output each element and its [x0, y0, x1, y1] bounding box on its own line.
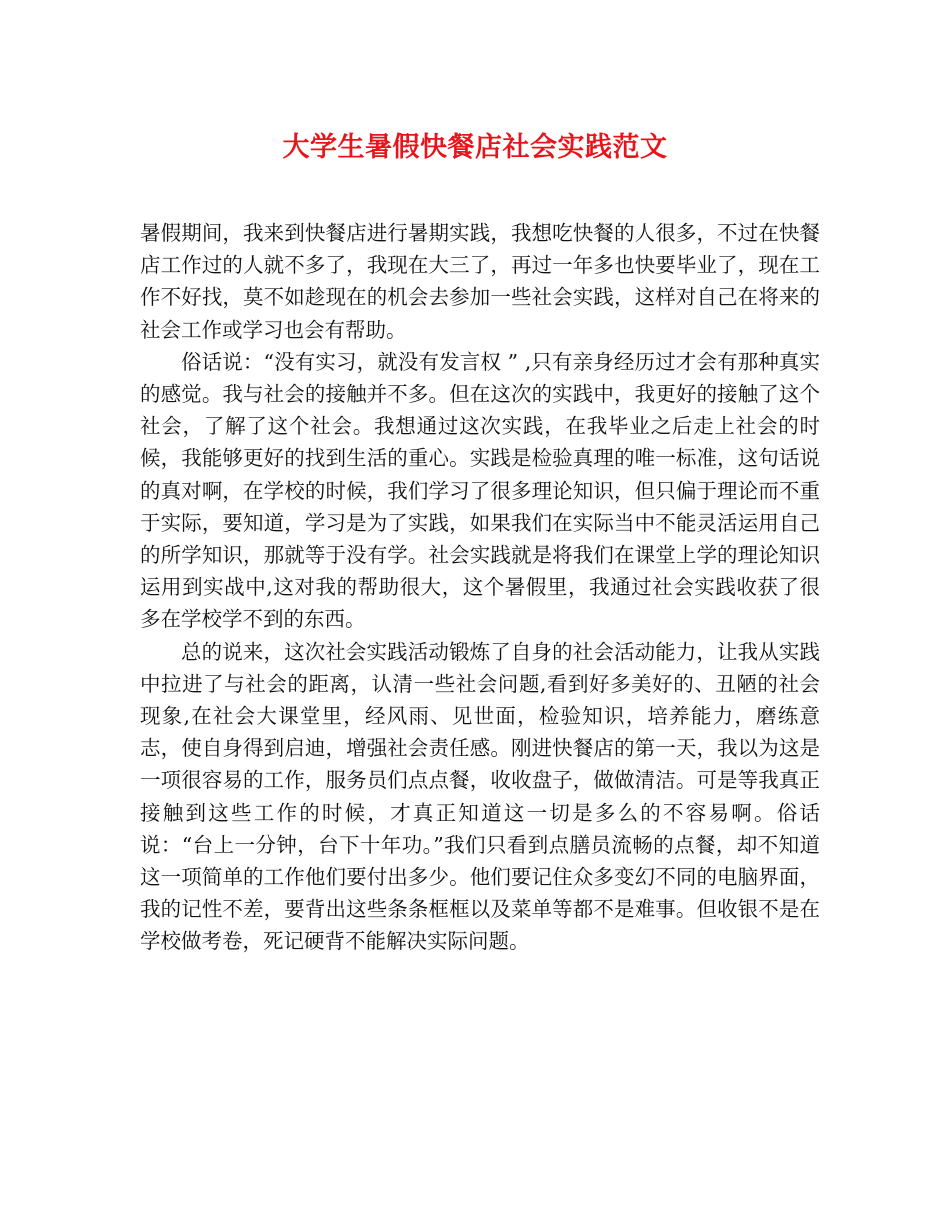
paragraph-intro: 暑假期间，我来到快餐店进行暑期实践，我想吃快餐的人很多，不过在快餐店工作过的人就不多了，我现在大三了，再过一年多也快要毕业了，现在工作不好找，莫不如趁现在的机会去参加一些社会实践，这样对自己在将来的社会工作或学习也会有帮助。	[140, 221, 820, 342]
document-body	[140, 217, 820, 958]
paragraph-summary: 总的说来，这次社会实践活动锻炼了自身的社会活动能力，让我从实践中拉进了与社会的距离，认清一些社会问题,看到好多美好的、丑陋的社会现象,在社会大课堂里，经风雨、见世面，检验知识，培养能力，磨练意志，使自身得到启迪，增强社会责任感。刚进快餐店的第一天，我以为这是一项很容易的工作，服务员们点点餐，收收盘子，做做清洁。可是等我真正接触到这些工作的时候，才真正知道这一切是多么的不容易啊。俗话说：“台上一分钟，台下十年功。”我们只看到点膳员流畅的点餐，却不知道这一项简单的工作他们要付出多少。他们要记住众多变幻不同的电脑界面，我的记性不差，要背出这些条条框框以及菜单等都不是难事。但收银不是在学校做考卷，死记硬背不能解决实际问题。	[140, 639, 820, 954]
paragraph-saying: 俗话说：“没有实习，就没有发言权 ” ,只有亲身经历过才会有那种真实的感觉。我与社会的接触并不多。但在这次的实践中，我更好的接触了这个社会，了解了这个社会。我想通过这次实践，在我毕业之后走上社会的时候，我能够更好的找到生活的重心。实践是检验真理的唯一标准，这句话说的真对啊，在学校的时候，我们学习了很多理论知识，但只偏于理论而不重于实际，要知道，学习是为了实践，如果我们在实际当中不能灵活运用自己的所学知识，那就等于没有学。社会实践就是将我们在课堂上学的理论知识运用到实战中,这对我的帮助很大，这个暑假里，我通过社会实践收获了很多在学校学不到的东西。	[140, 349, 820, 632]
document-title: 大学生暑假快餐店社会实践范文	[282, 132, 668, 163]
